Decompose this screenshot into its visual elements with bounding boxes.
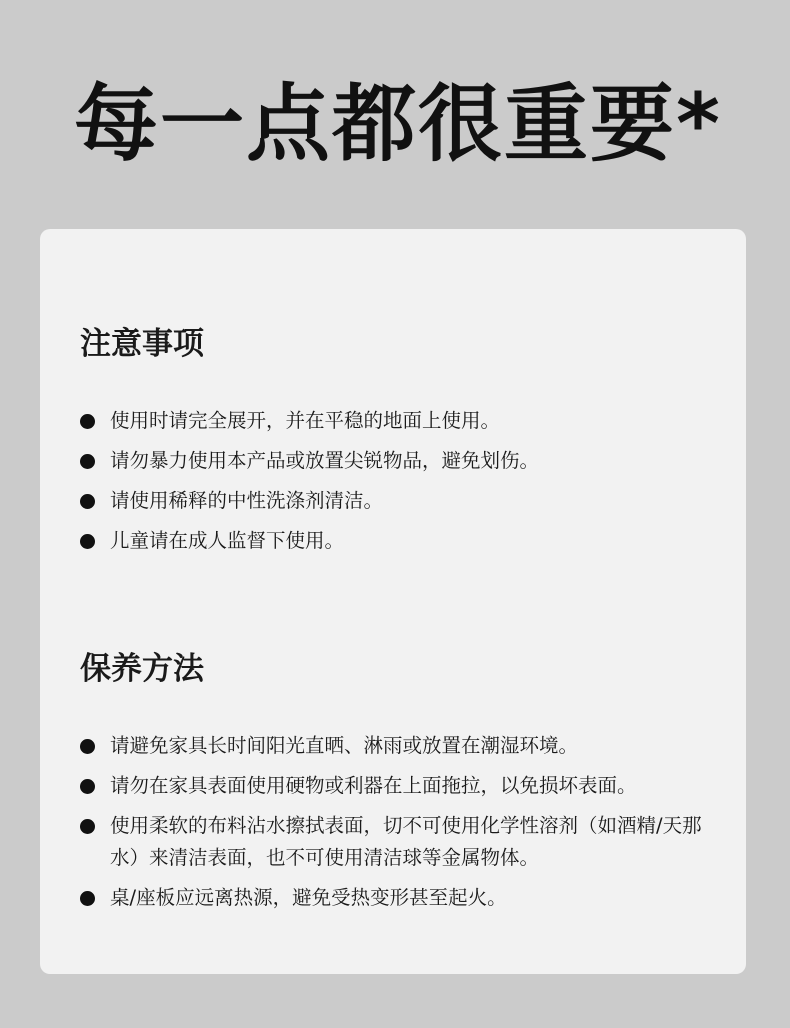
list-item-text: 使用柔软的布料沾水擦拭表面，切不可使用化学性溶剂（如酒精/天那水）来清洁表面，也不可使用清洁球等金属物体。	[110, 814, 702, 869]
bullet-dot-icon	[80, 819, 95, 834]
notes-list	[80, 405, 716, 557]
list-item-text: 儿童请在成人监督下使用。	[110, 529, 345, 552]
bullet-dot-icon	[80, 534, 95, 549]
list-item	[80, 485, 716, 517]
notes-heading: 注意事项	[80, 326, 204, 362]
list-item-text: 请避免家具长时间阳光直晒、淋雨或放置在潮湿环境。	[110, 734, 579, 757]
list-item	[80, 445, 716, 477]
bullet-dot-icon	[80, 414, 95, 429]
bullet-dot-icon	[80, 739, 95, 754]
bullet-dot-icon	[80, 494, 95, 509]
list-item-text: 请勿在家具表面使用硬物或利器在上面拖拉，以免损坏表面。	[110, 774, 637, 797]
care-heading: 保养方法	[80, 651, 204, 687]
list-item	[80, 770, 716, 802]
list-item	[80, 730, 716, 762]
list-item-text: 使用时请完全展开，并在平稳的地面上使用。	[110, 409, 501, 432]
list-item-text: 请使用稀释的中性洗涤剂清洁。	[110, 489, 384, 512]
page-title: 每一点都很重要*	[74, 75, 722, 173]
info-card	[40, 229, 746, 974]
list-item-text: 请勿暴力使用本产品或放置尖锐物品，避免划伤。	[110, 449, 540, 472]
care-section	[80, 649, 716, 922]
list-item	[80, 882, 716, 914]
list-item	[80, 810, 716, 874]
list-item-text: 桌/座板应远离热源，避免受热变形甚至起火。	[110, 886, 507, 909]
notes-section	[80, 324, 716, 565]
care-list	[80, 730, 716, 914]
bullet-dot-icon	[80, 454, 95, 469]
bullet-dot-icon	[80, 891, 95, 906]
list-item	[80, 405, 716, 437]
bullet-dot-icon	[80, 779, 95, 794]
list-item	[80, 525, 716, 557]
